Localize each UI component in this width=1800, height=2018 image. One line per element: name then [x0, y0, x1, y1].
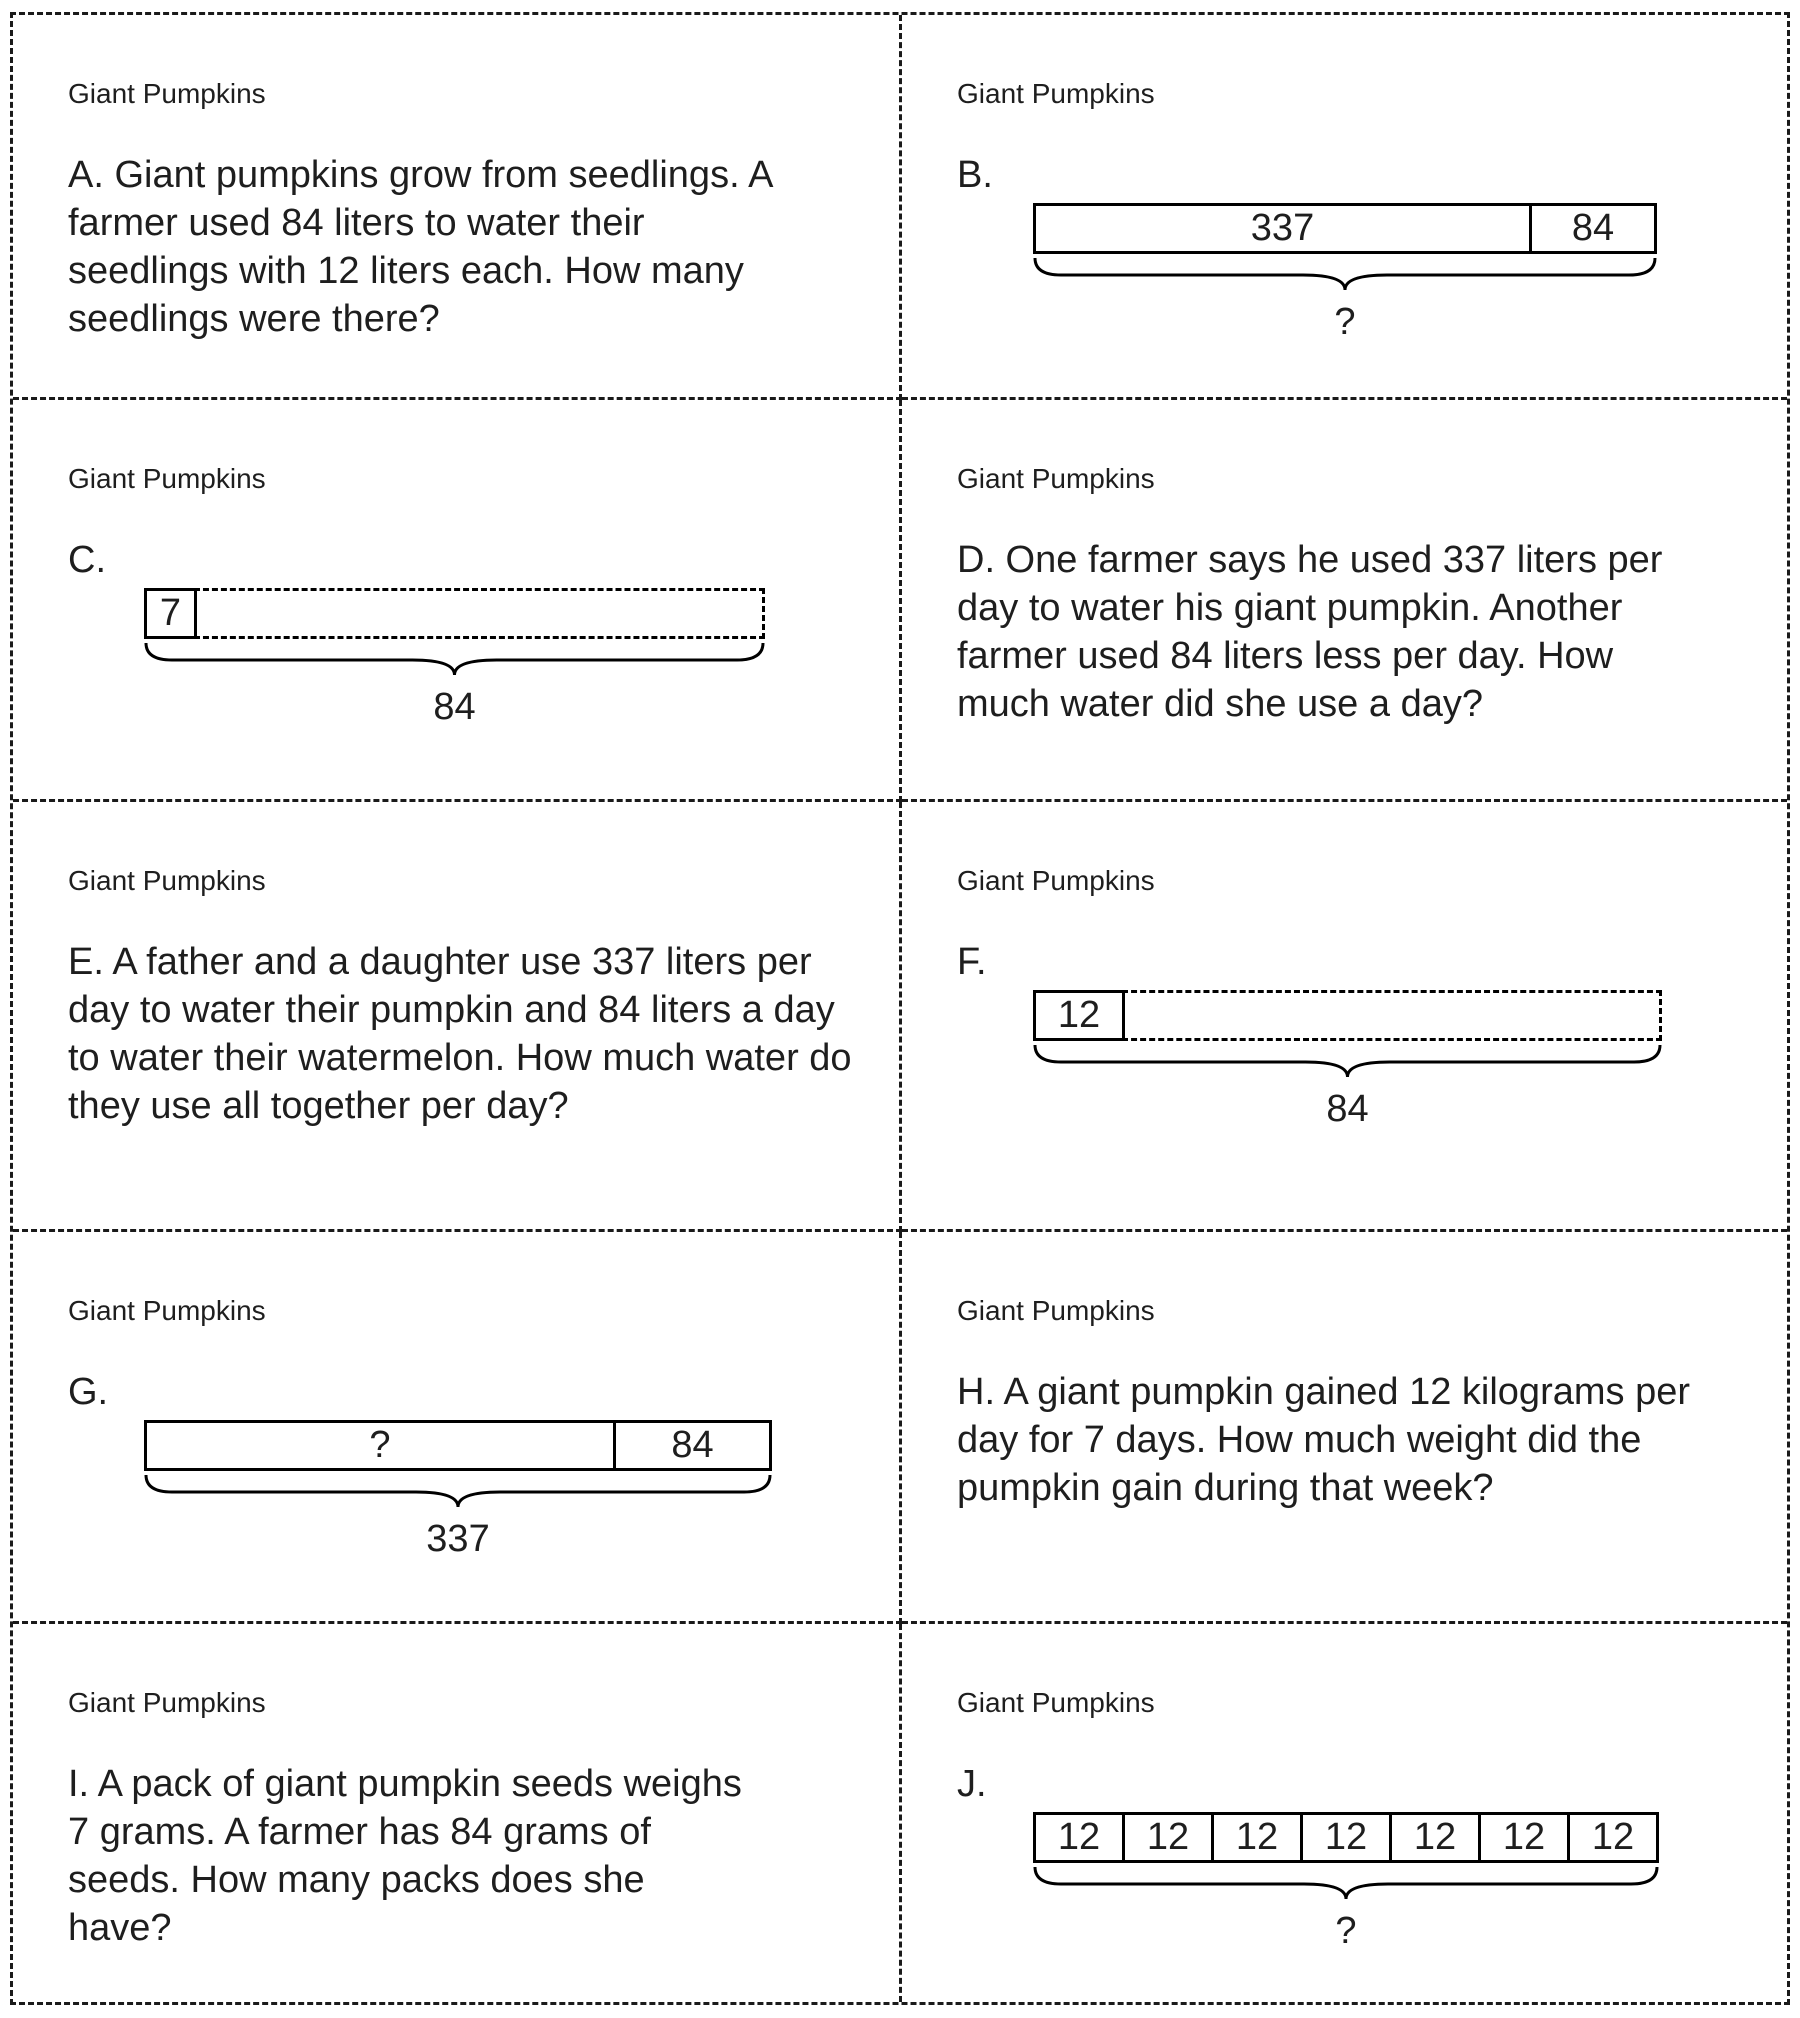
tape-cell: 84	[1529, 203, 1657, 254]
curly-brace-icon	[144, 1475, 772, 1509]
problem-letter: C.	[68, 539, 106, 581]
brace-label: ?	[1334, 301, 1356, 343]
tape-bar	[144, 1420, 772, 1471]
problem-text: A. Giant pumpkins grow from seedlings. A farmer used 84 liters to water their seedlings with 12 liters each. How many seedlings were there?	[68, 154, 772, 340]
card-b	[902, 15, 1787, 400]
problem-letter: J.	[957, 1763, 987, 1805]
curly-brace-icon	[1033, 1867, 1659, 1901]
problem-text: E. A father and a daughter use 337 liters per day to water their pumpkin and 84 liters a day to water their watermelon. How much water do they use all together per day?	[68, 941, 852, 1127]
tape-cell: 12	[1300, 1812, 1392, 1863]
tape-cell: 12	[1033, 1812, 1125, 1863]
tape-bar	[1033, 990, 1662, 1041]
tape-cell: 12	[1033, 990, 1125, 1041]
tape-cell: 12	[1478, 1812, 1570, 1863]
tape-diagram	[1033, 1812, 1659, 1955]
card-i	[13, 1624, 902, 2002]
card-a	[13, 15, 902, 400]
tape-cell: 12	[1567, 1812, 1659, 1863]
card-title: Giant Pumpkins	[68, 78, 266, 109]
tape-cell: ?	[144, 1420, 616, 1471]
problem-letter: G.	[68, 1371, 109, 1413]
card-title: Giant Pumpkins	[957, 865, 1155, 896]
card-title: Giant Pumpkins	[68, 1295, 266, 1326]
card-title: Giant Pumpkins	[957, 78, 1155, 109]
tape-cell-dashed	[194, 588, 765, 639]
card-c	[13, 400, 902, 802]
tape-diagram	[1033, 203, 1657, 346]
tape-cell: 84	[613, 1420, 772, 1471]
tape-cell: 12	[1389, 1812, 1481, 1863]
card-e	[13, 802, 902, 1232]
problem-letter: F.	[957, 941, 987, 983]
card-title: Giant Pumpkins	[68, 1687, 266, 1718]
curly-brace-icon	[144, 643, 765, 677]
tape-cell: 12	[1211, 1812, 1303, 1863]
brace-label: ?	[1335, 1910, 1357, 1952]
tape-bar	[1033, 203, 1657, 254]
card-title: Giant Pumpkins	[68, 865, 266, 896]
problem-letter: B.	[957, 154, 993, 196]
tape-diagram	[144, 588, 765, 731]
card-title: Giant Pumpkins	[68, 463, 266, 494]
problem-text: I. A pack of giant pumpkin seeds weighs 7 grams. A farmer has 84 grams of seeds. How many packs does she have?	[68, 1763, 742, 1949]
card-h	[902, 1232, 1787, 1624]
tape-diagram	[144, 1420, 772, 1563]
tape-bar	[144, 588, 765, 639]
brace-label: 84	[433, 686, 476, 728]
curly-brace-icon	[1033, 1045, 1662, 1079]
brace-label: 337	[426, 1518, 490, 1560]
tape-cell-dashed	[1122, 990, 1662, 1041]
tape-cell: 337	[1033, 203, 1532, 254]
curly-brace-icon	[1033, 258, 1657, 292]
card-title: Giant Pumpkins	[957, 1687, 1155, 1718]
card-f	[902, 802, 1787, 1232]
tape-cell: 7	[144, 588, 197, 639]
card-title: Giant Pumpkins	[957, 1295, 1155, 1326]
card-d	[902, 400, 1787, 802]
problem-text: D. One farmer says he used 337 liters per day to water his giant pumpkin. Another farmer used 84 liters less per day. How much water did she use a day?	[957, 539, 1663, 725]
tape-diagram	[1033, 990, 1662, 1133]
card-j	[902, 1624, 1787, 2002]
tape-cell: 12	[1122, 1812, 1214, 1863]
brace-label: 84	[1326, 1088, 1369, 1130]
tape-bar	[1033, 1812, 1659, 1863]
problem-text: H. A giant pumpkin gained 12 kilograms per day for 7 days. How much weight did the pumpkin gain during that week?	[957, 1371, 1690, 1509]
card-g	[13, 1232, 902, 1624]
card-title: Giant Pumpkins	[957, 463, 1155, 494]
worksheet-grid	[10, 12, 1790, 2005]
